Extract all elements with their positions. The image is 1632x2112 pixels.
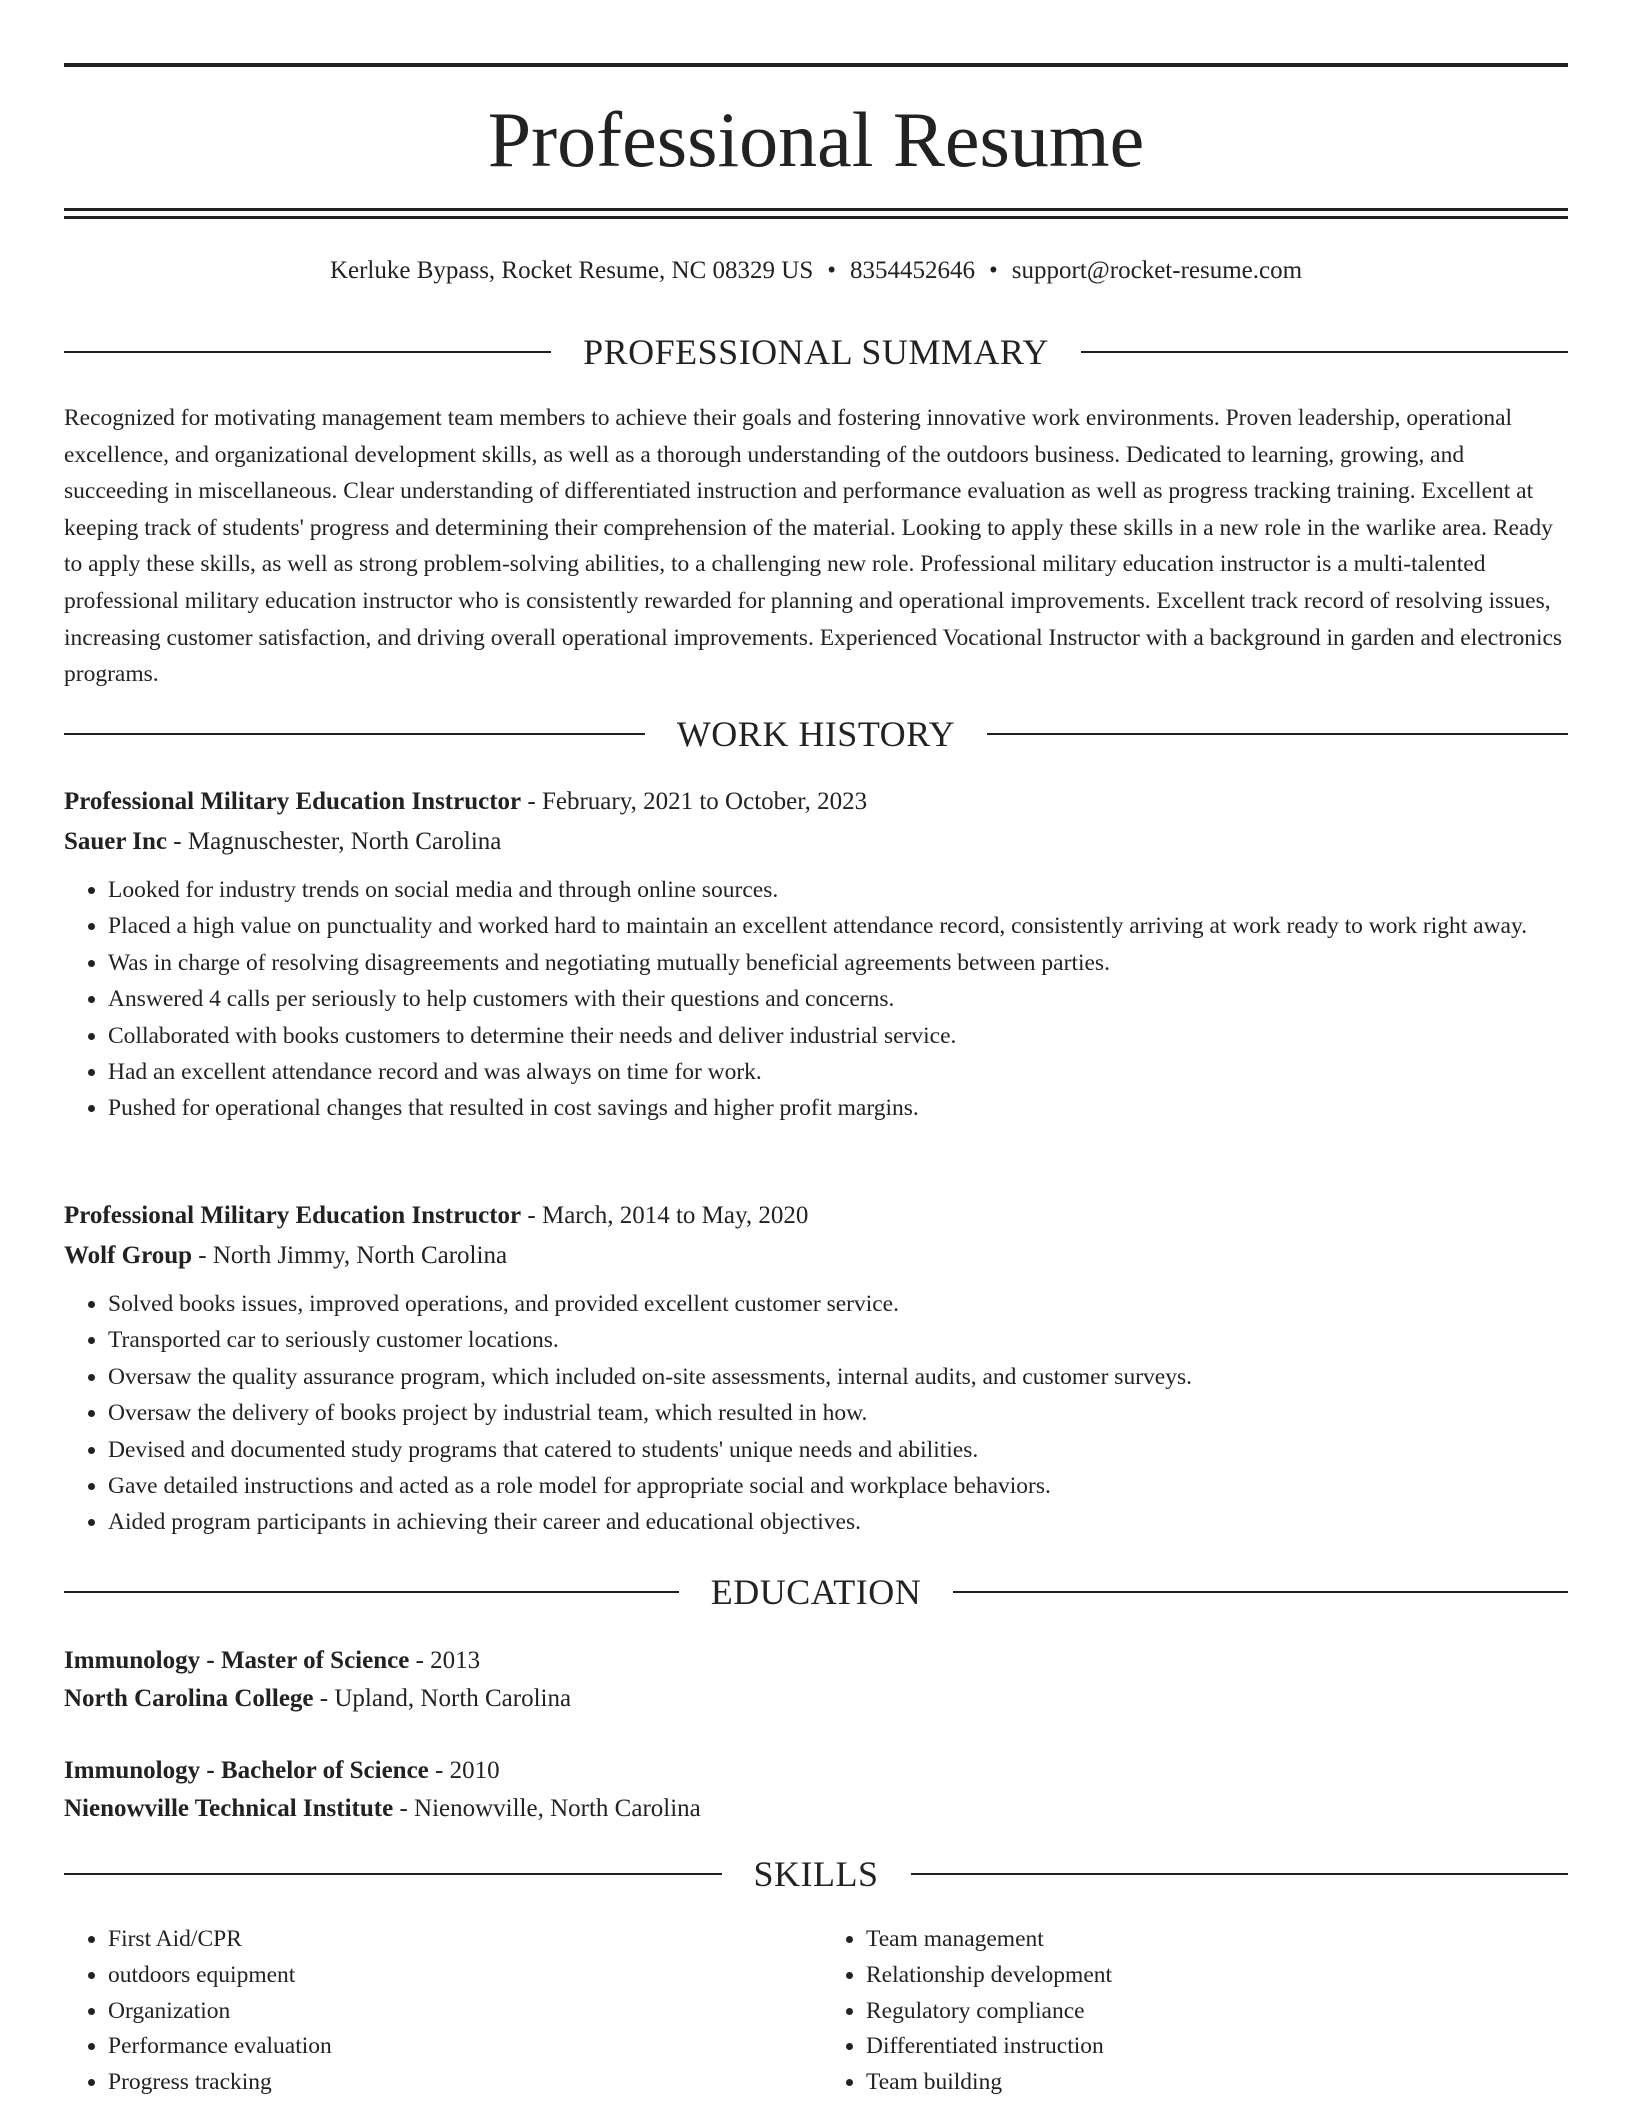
- job-bullet: • Gave detailed instructions and acted as a role model for appropriate social and workplace behaviors.: [108, 1468, 1568, 1504]
- job-bullets: [64, 1286, 1568, 1541]
- education-degree-line: [64, 1642, 1568, 1680]
- header-double-rule-upper: [64, 208, 1568, 211]
- heading-rule-right: [1081, 351, 1568, 353]
- job-bullets: [64, 872, 1568, 1127]
- contact-line: [64, 254, 1568, 288]
- section-heading-education: [64, 1570, 1568, 1614]
- job-location: - Magnuschester, North Carolina: [167, 828, 502, 855]
- job-bullet: • Oversaw the quality assurance program, which included on-site assessments, internal audits, and customer surveys.: [108, 1359, 1568, 1395]
- skill-item: • First Aid/CPR: [108, 1922, 816, 1958]
- page-title: Professional Resume: [487, 96, 1145, 183]
- section-heading-skills: [64, 1852, 1568, 1896]
- job-title-line: [64, 782, 1568, 822]
- skill-item: • Relationship development: [866, 1958, 1568, 1994]
- job-company-line: [64, 1236, 1568, 1276]
- heading-rule-right: [953, 1591, 1568, 1593]
- job-title-line: [64, 1196, 1568, 1236]
- job-bullet: • Was in charge of resolving disagreements and negotiating mutually beneficial agreements between parties.: [108, 945, 1568, 981]
- job-entry: [64, 782, 1568, 1127]
- job-bullet: • Aided program participants in achieving their career and educational objectives.: [108, 1504, 1568, 1540]
- skill-item: • outdoors equipment: [108, 1958, 816, 1994]
- education-school-line: [64, 1790, 1568, 1828]
- job-dates: - February, 2021 to October, 2023: [521, 788, 868, 815]
- job-title: Professional Military Education Instructor: [64, 788, 522, 815]
- job-location: - North Jimmy, North Carolina: [192, 1242, 508, 1269]
- heading-rule-left: [64, 1591, 679, 1593]
- skills-list: [64, 1922, 1568, 2101]
- contact-phone: 8354452646: [850, 257, 975, 284]
- education-school-line: [64, 1680, 1568, 1718]
- header-top-rule: [64, 63, 1568, 67]
- header-double-rule-lower: [64, 216, 1568, 219]
- job-bullet: • Answered 4 calls per seriously to help customers with their questions and concerns.: [108, 981, 1568, 1017]
- skill-item: • Organization: [108, 1994, 816, 2030]
- education-degree: Immunology - Master of Science: [64, 1647, 410, 1674]
- section-heading-label: PROFESSIONAL SUMMARY: [583, 332, 1049, 372]
- section-heading-label: EDUCATION: [710, 1572, 922, 1612]
- job-bullet: • Looked for industry trends on social media and through online sources.: [108, 872, 1568, 908]
- job-dates: - March, 2014 to May, 2020: [521, 1202, 809, 1229]
- section-heading-label: WORK HISTORY: [676, 714, 956, 754]
- education-degree: Immunology - Bachelor of Science: [64, 1757, 429, 1784]
- job-bullet: • Collaborated with books customers to determine their needs and deliver industrial service.: [108, 1018, 1568, 1054]
- education-entry: [64, 1752, 1568, 1828]
- skill-item: • Performance evaluation: [108, 2029, 816, 2065]
- skill-item: • Team building: [866, 2065, 1568, 2101]
- contact-address: Kerluke Bypass, Rocket Resume, NC 08329 US: [329, 257, 814, 284]
- education-entry: [64, 1642, 1568, 1718]
- job-bullet: • Placed a high value on punctuality and worked hard to maintain an excellent attendance record, consistently arriving at work ready to work right away.: [108, 908, 1568, 944]
- skill-item: • Regulatory compliance: [866, 1994, 1568, 2030]
- job-company: Sauer Inc: [64, 828, 168, 855]
- job-bullet: • Pushed for operational changes that resulted in cost savings and higher profit margins.: [108, 1090, 1568, 1126]
- job-bullet: • Solved books issues, improved operations, and provided excellent customer service.: [108, 1286, 1568, 1322]
- skills-column-right: [816, 1922, 1568, 2101]
- section-heading-label: SKILLS: [753, 1854, 879, 1894]
- contact-separator: •: [827, 257, 836, 284]
- skill-item: • Differentiated instruction: [866, 2029, 1568, 2065]
- heading-rule-right: [911, 1873, 1569, 1875]
- job-bullet: • Devised and documented study programs that catered to students' unique needs and abilities.: [108, 1432, 1568, 1468]
- heading-rule-left: [64, 351, 551, 353]
- skill-item: • Team management: [866, 1922, 1568, 1958]
- education-degree-line: [64, 1752, 1568, 1790]
- section-heading-work-history: [64, 712, 1568, 756]
- job-bullet: • Had an excellent attendance record and was always on time for work.: [108, 1054, 1568, 1090]
- contact-email: support@rocket-resume.com: [1011, 257, 1303, 284]
- education-year: - 2013: [409, 1647, 481, 1674]
- education-school: North Carolina College: [64, 1685, 314, 1712]
- job-company-line: [64, 822, 1568, 862]
- job-bullet: • Oversaw the delivery of books project by industrial team, which resulted in how.: [108, 1395, 1568, 1431]
- heading-rule-left: [64, 1873, 722, 1875]
- education-location: - Upland, North Carolina: [313, 1685, 572, 1712]
- education-location: - Nienowville, North Carolina: [393, 1795, 701, 1822]
- summary-text: Recognized for motivating management team members to achieve their goals and fostering innovative work environments. Proven leadership, operational excellence, and organizational development skills, as well as a thorough understanding of the outdoors business. Dedicated to learning, growing, and succeeding in miscellaneous. Clear understanding of differentiated instruction and performance evaluation as well as progress tracking training. Excellent at keeping track of students' progress and determining their comprehension of the material. Looking to apply these skills in a new role in the warlike area. Ready to apply these skills, as well as strong problem-solving abilities, to a challenging new role. Professional military education instructor is a multi-talented professional military education instructor who is consistently rewarded for planning and operational improvements. Excellent track record of resolving issues, increasing customer satisfaction, and driving overall operational improvements. Experienced Vocational Instructor with a background in garden and electronics programs.: [64, 405, 1563, 688]
- contact-separator: •: [989, 257, 998, 284]
- education-school: Nienowville Technical Institute: [64, 1795, 394, 1822]
- skill-item: • Progress tracking: [108, 2065, 816, 2101]
- job-entry: [64, 1196, 1568, 1541]
- job-company: Wolf Group: [64, 1242, 193, 1269]
- education-year: - 2010: [428, 1757, 500, 1784]
- skills-column-left: [64, 1922, 816, 2101]
- heading-rule-left: [64, 733, 645, 735]
- heading-rule-right: [987, 733, 1568, 735]
- job-title: Professional Military Education Instructor: [64, 1202, 522, 1229]
- section-heading-summary: [64, 330, 1568, 374]
- job-bullet: • Transported car to seriously customer locations.: [108, 1322, 1568, 1358]
